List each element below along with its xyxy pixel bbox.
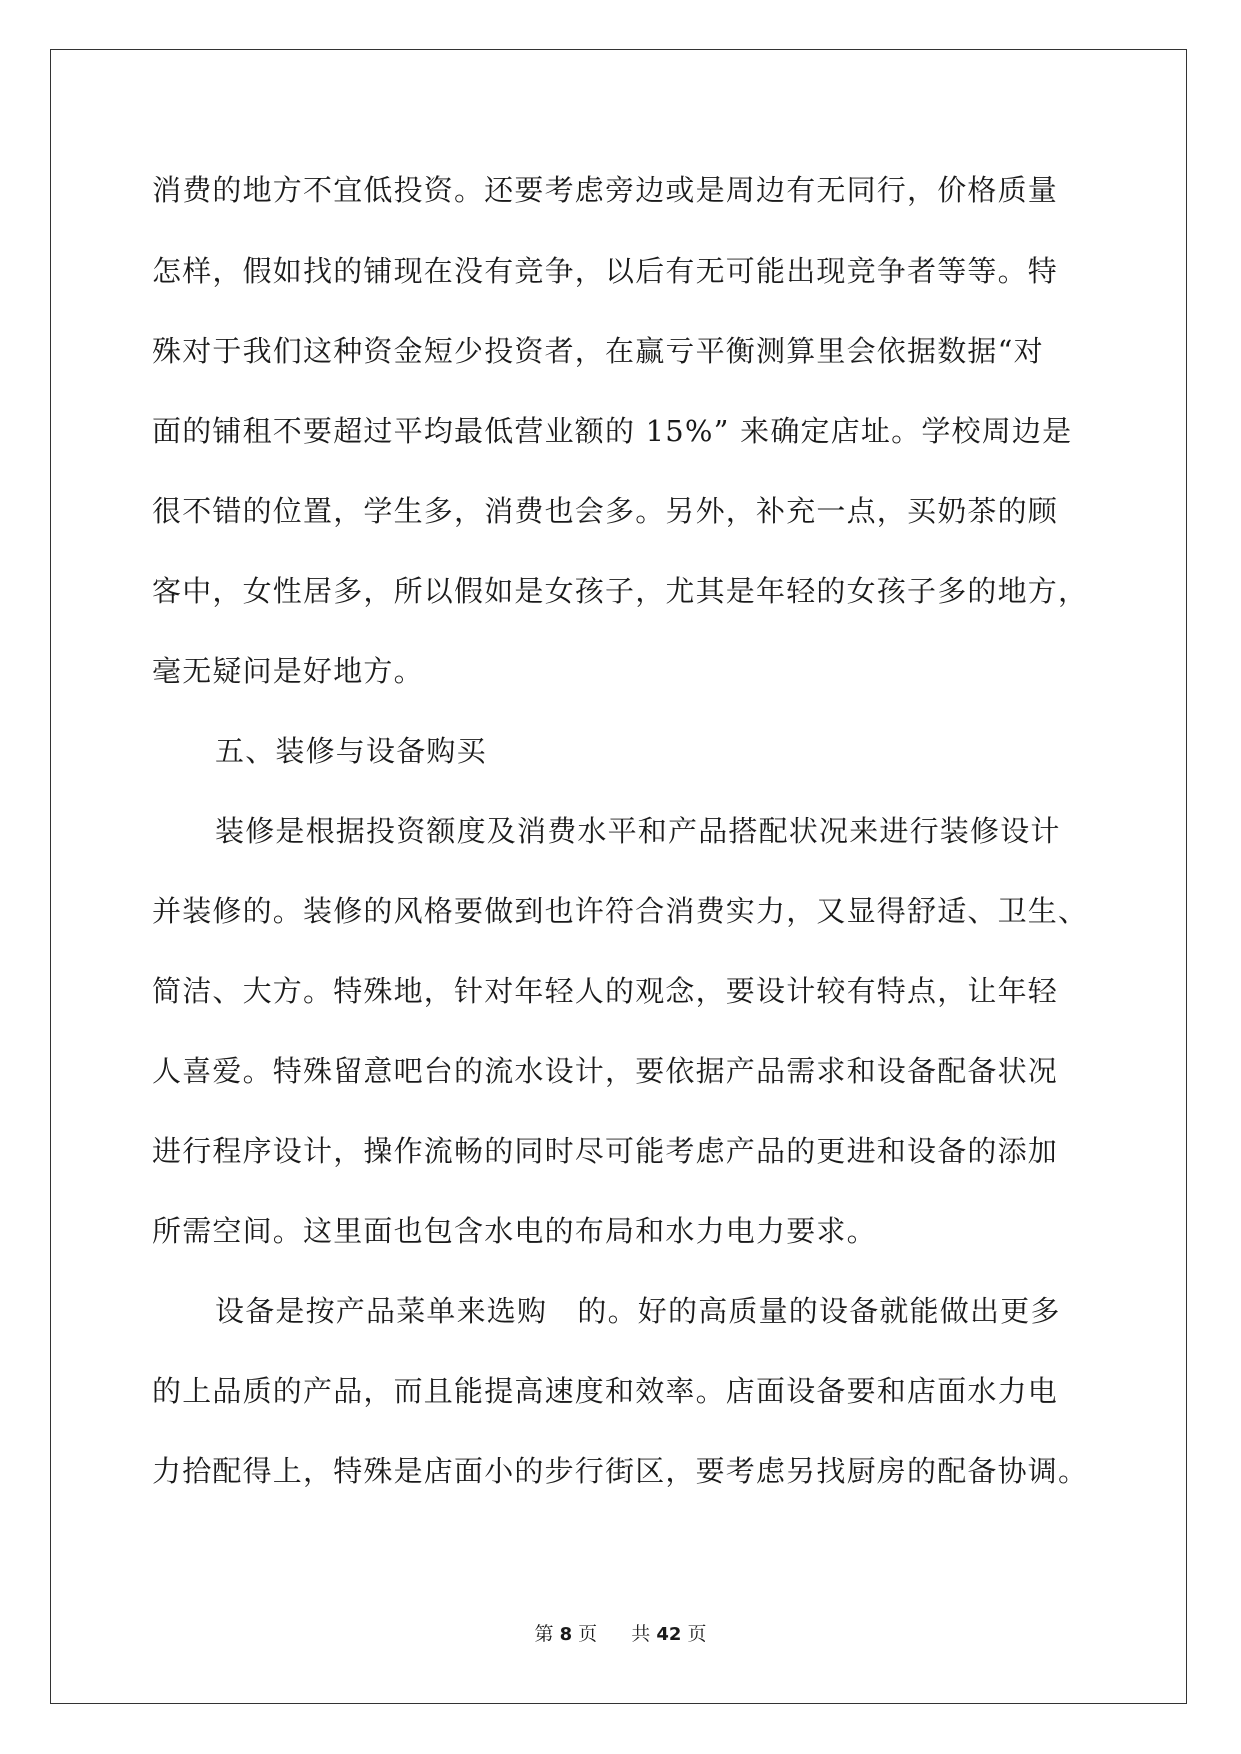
footer-page-suffix: 页: [578, 1623, 598, 1645]
body-line-17: 力拾配得上，特殊是店面小的步行街区，要考虑另找厨房的配备协调。: [152, 1454, 1089, 1488]
footer-total-prefix: 共: [631, 1623, 651, 1645]
body-line-1: 消费的地方不宜低投资。还要考虑旁边或是周边有无同行，价格质量: [152, 173, 1059, 207]
body-line-9: 装修是根据投资额度及消费水平和产品搭配状况来进行装修设计: [215, 814, 1061, 848]
footer-total-number: 42: [656, 1624, 682, 1645]
footer-total-suffix: 页: [687, 1623, 707, 1645]
body-line-10: 并装修的。装修的风格要做到也许符合消费实力，又显得舒适、卫生、: [152, 894, 1089, 928]
body-line-13: 进行程序设计，操作流畅的同时尽可能考虑产品的更进和设备的添加: [152, 1134, 1059, 1168]
page-footer: [0, 1622, 1241, 1647]
section-heading: 五、装修与设备购买: [215, 734, 487, 768]
body-line-3: 殊对于我们这种资金短少投资者，在赢亏平衡测算里会依据数据“对: [152, 334, 1044, 368]
body-line-14: 所需空间。这里面也包含水电的布局和水力电力要求。: [152, 1214, 877, 1248]
body-line-5: 很不错的位置，学生多，消费也会多。另外，补充一点，买奶茶的顾: [152, 494, 1059, 528]
body-line-15: 设备是按产品菜单来选购 的。好的高质量的设备就能做出更多: [215, 1294, 1061, 1328]
body-line-6: 客中，女性居多，所以假如是女孩子，尤其是年轻的女孩子多的地方，: [152, 574, 1089, 608]
body-line-16: 的上品质的产品，而且能提高速度和效率。店面设备要和店面水力电: [152, 1374, 1059, 1408]
body-line-4: 面的铺租不要超过平均最低营业额的 15%” 来确定店址。学校周边是: [152, 414, 1073, 448]
footer-page-prefix: 第: [534, 1623, 554, 1645]
body-line-2: 怎样，假如找的铺现在没有竞争，以后有无可能出现竞争者等等。特: [152, 254, 1059, 288]
body-line-12: 人喜爱。特殊留意吧台的流水设计，要依据产品需求和设备配备状况: [152, 1054, 1059, 1088]
body-line-7: 毫无疑问是好地方。: [152, 654, 424, 688]
body-line-11: 简洁、大方。特殊地，针对年轻人的观念，要设计较有特点，让年轻: [152, 974, 1059, 1008]
footer-page-number: 8: [559, 1624, 573, 1645]
